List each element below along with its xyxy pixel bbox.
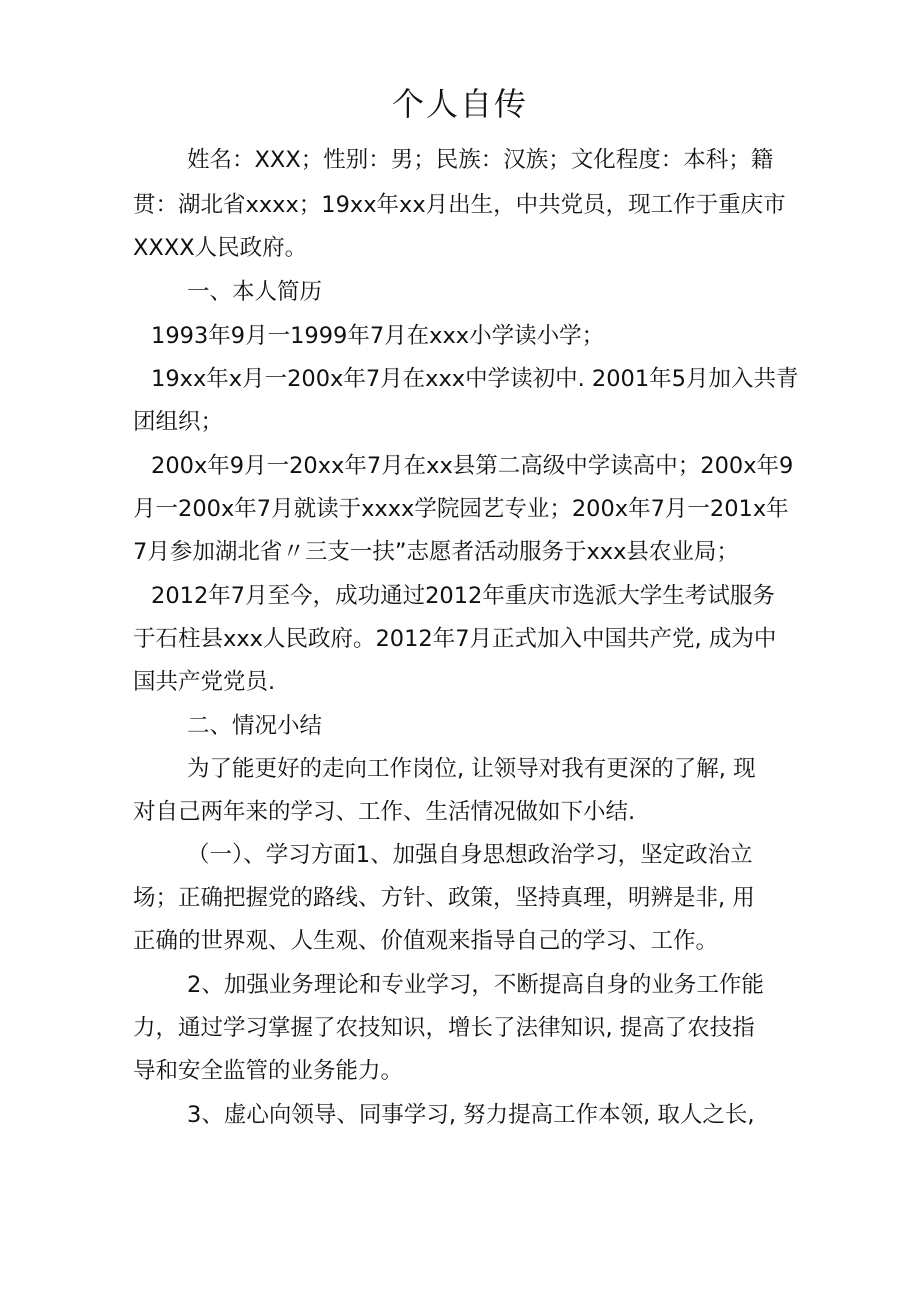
resume-line-high-school-3: 7月参加湖北省〃三支一扶”志愿者活动服务于xxx县农业局；: [133, 539, 739, 565]
resume-line-2012-1: 2012年7月至今，成功通过2012年重庆市选派大学生考试服务: [151, 583, 775, 609]
study-line-2: 场；正确把握党的路线、方针、政策，坚持真理，明辨是非, 用: [133, 885, 755, 911]
resume-line-middle-school-1: 19xx年x月一200x年7月在xxx中学读初中. 2001年5月加入共青: [151, 366, 799, 392]
summary-intro-line-2: 对自己两年来的学习、工作、生活情况做如下小结.: [133, 799, 636, 825]
learning-line-1: 3、虚心向领导、同事学习, 努力提高工作本领, 取人之长,: [187, 1102, 755, 1128]
business-line-3: 导和安全监管的业务能力。: [133, 1058, 404, 1084]
resume-line-2012-2: 于石柱县xxx人民政府。2012年7月正式加入中国共产党, 成为中: [133, 626, 777, 652]
resume-line-primary-school: 1993年9月一1999年7月在xxx小学读小学；: [151, 323, 605, 349]
resume-line-high-school-2: 月一200x年7月就读于xxxx学院园艺专业；200x年7月一201x年: [133, 496, 789, 522]
study-line-3: 正确的世界观、人生观、价值观来指导自己的学习、工作。: [133, 928, 719, 954]
body-line-basic-info-1: 姓名：XXX；性别：男；民族：汉族；文化程度：本科；籍: [187, 147, 774, 173]
body-line-basic-info-2: 贯：湖北省xxxx；19xx年xx月出生，中共党员，现工作于重庆市: [133, 192, 786, 218]
summary-intro-line-1: 为了能更好的走向工作岗位, 让领导对我有更深的了解, 现: [187, 756, 756, 782]
section-heading-resume: 一、本人简历: [187, 279, 323, 305]
study-line-1: （一）、学习方面1、加强自身思想政治学习，坚定政治立: [187, 842, 753, 868]
resume-line-high-school-1: 200x年9月一20xx年7月在xx县第二高级中学读高中；200x年9: [151, 453, 794, 479]
resume-line-2012-3: 国共产党党员.: [133, 669, 276, 695]
section-heading-summary: 二、情况小结: [187, 713, 323, 739]
resume-line-middle-school-2: 团组织；: [133, 409, 224, 435]
business-line-1: 2、加强业务理论和专业学习，不断提高自身的业务工作能: [187, 972, 764, 998]
body-line-basic-info-3: XXXX人民政府。: [133, 235, 308, 261]
business-line-2: 力，通过学习掌握了农技知识，增长了法律知识, 提高了农技指: [133, 1015, 755, 1041]
document-title: 个人自传: [391, 85, 528, 123]
